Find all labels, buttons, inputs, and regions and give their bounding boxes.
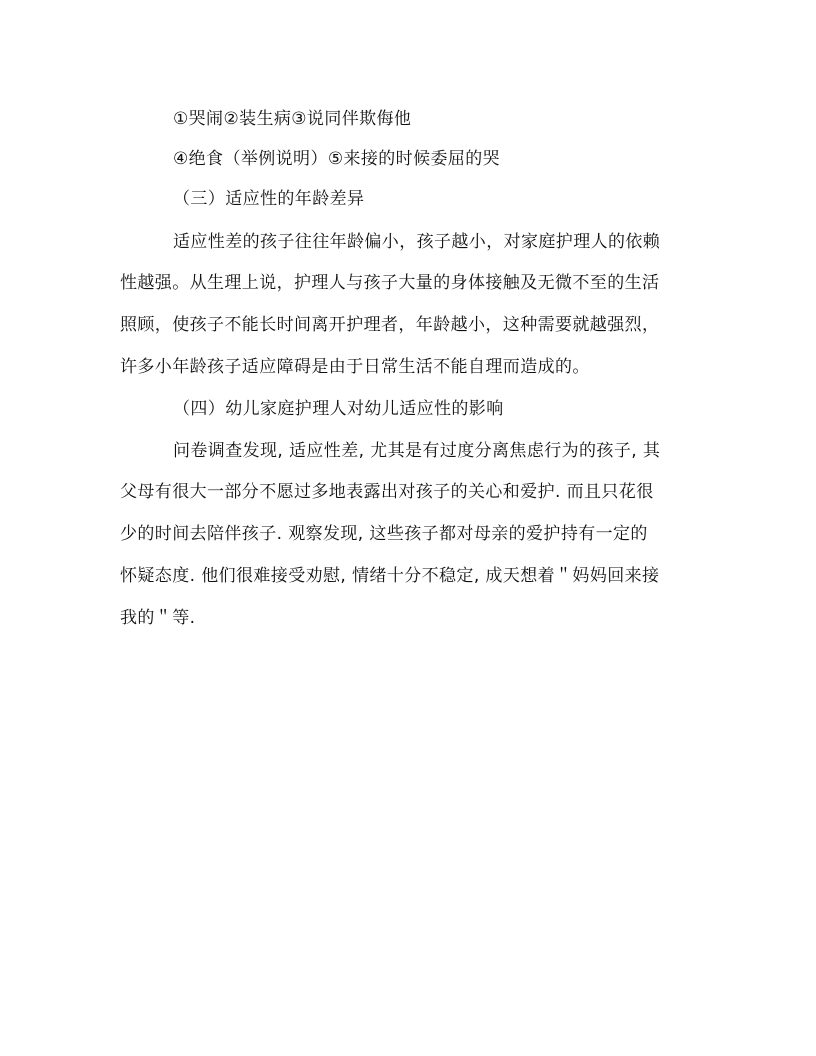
paragraph-4-line-1: 问卷调查发现, 适应性差, 尤其是有过度分离焦虑行为的孩子, 其 xyxy=(173,441,661,461)
paragraph-4-line-5: 我的＂等. xyxy=(120,608,196,628)
paragraph-4-line-3: 少的时间去陪伴孩子. 观察发现, 这些孩子都对母亲的爱护持有一定的 xyxy=(120,524,648,544)
list-line-1: ①哭闹②装生病③说同伴欺侮他 xyxy=(173,109,412,129)
paragraph-3-line-2: 性越强。从生理上说，护理人与孩子大量的身体接触及无微不至的生活 xyxy=(120,273,660,293)
paragraph-4-line-4: 怀疑态度. 他们很难接受劝慰, 情绪十分不稳定, 成天想着＂妈妈回来接 xyxy=(120,566,660,586)
section-heading-4: （四）幼儿家庭护理人对幼儿适应性的影响 xyxy=(173,399,504,419)
paragraph-3-line-3: 照顾，使孩子不能长时间离开护理者，年龄越小，这种需要就越强烈， xyxy=(120,315,660,335)
list-line-2: ④绝食（举例说明）⑤来接的时候委屈的哭 xyxy=(173,149,501,169)
section-heading-3: （三）适应性的年龄差异 xyxy=(173,189,365,209)
paragraph-3-line-1: 适应性差的孩子往往年龄偏小，孩子越小，对家庭护理人的依赖 xyxy=(173,232,661,252)
paragraph-4-line-2: 父母有很大一部分不愿过多地表露出对孩子的关心和爱护. 而且只花很 xyxy=(120,482,654,502)
paragraph-3-line-4: 许多小年龄孩子适应障碍是由于日常生活不能自理而造成的。 xyxy=(120,357,590,377)
